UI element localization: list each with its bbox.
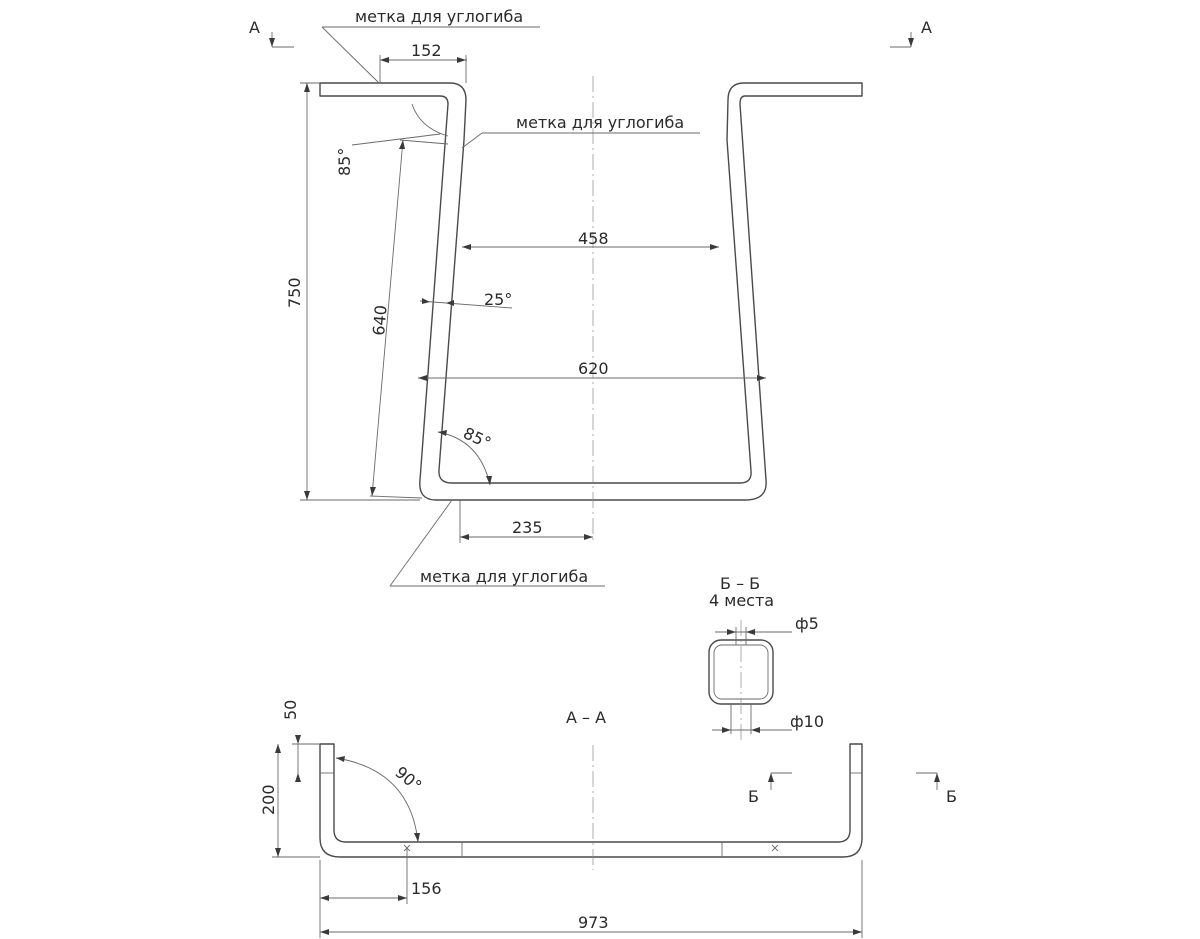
dimension-156-value: 156: [411, 879, 442, 898]
bend-mark-mid-label: метка для углогиба: [516, 113, 685, 132]
section-mark-a-right: [890, 18, 932, 47]
dimension-235: [460, 500, 593, 543]
bend-mark-bottom: [390, 500, 605, 586]
dimension-152-value: 152: [411, 41, 442, 60]
section-a-title: А – А: [566, 708, 607, 727]
dimension-235-value: 235: [512, 518, 543, 537]
section-label-b-left: Б: [748, 787, 759, 806]
angle-85-bottom: [438, 423, 494, 485]
dimension-458-value: 458: [578, 229, 609, 248]
bend-mark-mid: [462, 113, 700, 148]
angle-85-top: [335, 104, 448, 176]
angle-90-value: 90°: [391, 762, 426, 796]
dimension-458: [462, 229, 719, 250]
dimension-973-value: 973: [578, 913, 609, 932]
section-a-a: [320, 708, 862, 870]
dimension-50: [281, 700, 320, 782]
section-label-a-right: А: [921, 18, 932, 37]
angle-85-top-value: 85°: [335, 147, 354, 176]
section-label-b-right: Б: [946, 787, 957, 806]
dimension-620: [418, 359, 766, 381]
section-b-b: [709, 574, 824, 740]
dimension-750: [285, 83, 420, 500]
dimension-200: [259, 744, 320, 857]
dimension-750-value: 750: [285, 277, 304, 308]
section-mark-b-left: [748, 773, 792, 806]
dimension-640-value: 640: [369, 304, 391, 337]
section-b-count: 4 места: [709, 591, 775, 610]
bend-mark-top-label: метка для углогиба: [355, 7, 524, 26]
dimension-640: [369, 140, 448, 498]
dimension-phi5-value: ф5: [795, 614, 819, 633]
dimension-620-value: 620: [578, 359, 609, 378]
section-mark-a-left: [249, 18, 294, 47]
frame-section-contour: [320, 744, 862, 857]
section-mark-b-right: [916, 773, 957, 806]
dimension-200-value: 200: [259, 784, 278, 815]
dimension-phi10-value: ф10: [790, 712, 825, 731]
bend-mark-bottom-label: метка для углогиба: [420, 567, 589, 586]
section-b-title: Б – Б: [720, 574, 761, 593]
dimension-50-value: 50: [281, 699, 300, 720]
dimension-152: [380, 41, 467, 83]
section-label-a-left: А: [249, 18, 260, 37]
angle-85-bottom-value: 85°: [460, 423, 495, 453]
angle-90: [336, 756, 425, 842]
angle-25-value: 25°: [484, 290, 513, 309]
